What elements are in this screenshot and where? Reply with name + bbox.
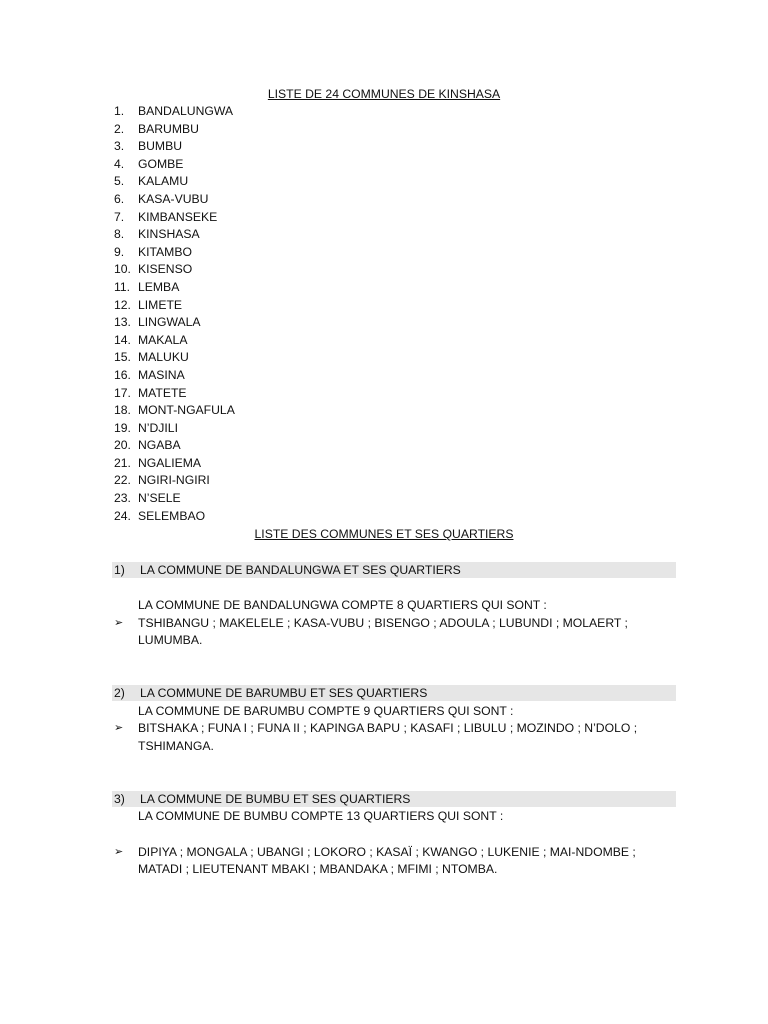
list-item: [114, 191, 235, 209]
commune-name: KINSHASA: [138, 227, 200, 242]
commune-name: MONT-NGAFULA: [138, 403, 235, 418]
list-item: [114, 261, 235, 279]
commune-name: N’DJILI: [138, 420, 178, 435]
section-number: 2): [114, 686, 125, 700]
list-item: [114, 244, 235, 262]
arrowhead-bullet-icon: ➢: [114, 846, 124, 858]
list-number: 11.: [114, 279, 131, 294]
list-item: [114, 279, 235, 297]
list-number: 22.: [114, 473, 131, 488]
section-heading-text: LA COMMUNE DE BARUMBU ET SES QUARTIERS: [140, 686, 428, 700]
list-number: 17.: [114, 385, 131, 400]
list-item: [114, 314, 235, 332]
commune-name: MASINA: [138, 367, 185, 382]
list-item: [114, 490, 235, 508]
list-item: [114, 437, 235, 455]
quartiers-line: LUMUMBA.: [138, 633, 203, 647]
list-item: [114, 173, 235, 191]
list-item: [114, 226, 235, 244]
list-item: [114, 455, 235, 473]
communes-list-title: LISTE DE 24 COMMUNES DE KINSHASA: [267, 87, 501, 101]
commune-name: NGABA: [138, 438, 181, 453]
list-item: [114, 138, 235, 156]
list-number: 3.: [114, 139, 125, 154]
list-number: 21.: [114, 455, 131, 470]
list-number: 1.: [114, 104, 125, 118]
list-item: [114, 156, 235, 174]
commune-name: MAKALA: [138, 332, 188, 347]
list-number: 23.: [114, 491, 131, 506]
section-heading-bumbu: [112, 791, 676, 807]
list-number: 10.: [114, 262, 131, 277]
commune-name: SELEMBAO: [138, 508, 206, 523]
commune-name: BUMBU: [138, 139, 183, 154]
list-number: 6.: [114, 191, 125, 206]
list-item: [114, 103, 235, 121]
list-number: 20.: [114, 438, 131, 453]
commune-name: LEMBA: [138, 279, 180, 294]
list-item: [114, 420, 235, 438]
quartiers-section-title: LISTE DES COMMUNES ET SES QUARTIERS: [254, 527, 514, 541]
list-item: [114, 349, 235, 367]
list-number: 14.: [114, 332, 131, 347]
list-number: 8.: [114, 227, 125, 242]
section-heading-text: LA COMMUNE DE BANDALUNGWA ET SES QUARTIERS: [140, 563, 461, 577]
list-number: 5.: [114, 174, 125, 189]
list-number: 19.: [114, 420, 131, 435]
commune-name: BARUMBU: [138, 121, 199, 136]
commune-name: BANDALUNGWA: [138, 104, 234, 118]
list-number: 24.: [114, 508, 131, 523]
list-item: [114, 209, 235, 227]
section-intro: LA COMMUNE DE BARUMBU COMPTE 9 QUARTIERS QUI SONT :: [138, 704, 514, 718]
commune-name: KIMBANSEKE: [138, 209, 218, 224]
list-item: [114, 332, 235, 350]
section-number: 3): [114, 792, 125, 806]
section-number: 1): [114, 563, 125, 577]
commune-name: GOMBE: [138, 156, 184, 171]
quartiers-line: TSHIBANGU ; MAKELELE ; KASA-VUBU ; BISENGO ; ADOULA ; LUBUNDI ; MOLAERT ;: [138, 616, 628, 630]
list-item: [114, 367, 235, 385]
list-item: [114, 121, 235, 139]
list-item: [114, 508, 235, 526]
commune-name: MALUKU: [138, 350, 189, 365]
section-heading-text: LA COMMUNE DE BUMBU ET SES QUARTIERS: [140, 792, 411, 806]
commune-name: KASA-VUBU: [138, 191, 209, 206]
communes-list: [114, 103, 235, 525]
list-item: [114, 402, 235, 420]
section-heading-barumbu: [112, 685, 676, 701]
list-number: 12.: [114, 297, 131, 312]
list-number: 16.: [114, 367, 131, 382]
list-item: [114, 472, 235, 490]
list-item: [114, 297, 235, 315]
commune-name: LIMETE: [138, 297, 183, 312]
commune-name: NGIRI-NGIRI: [138, 473, 210, 488]
quartiers-line: MATADI ; LIEUTENANT MBAKI ; MBANDAKA ; MFIMI ; NTOMBA.: [138, 862, 498, 876]
list-number: 13.: [114, 315, 131, 330]
section-intro: LA COMMUNE DE BANDALUNGWA COMPTE 8 QUARTIERS QUI SONT :: [138, 598, 547, 612]
commune-name: MATETE: [138, 385, 187, 400]
commune-name: N’SELE: [138, 491, 181, 506]
section-intro: LA COMMUNE DE BUMBU COMPTE 13 QUARTIERS QUI SONT :: [138, 809, 504, 823]
quartiers-line: TSHIMANGA.: [138, 739, 214, 753]
commune-name: LINGWALA: [138, 315, 201, 330]
list-number: 15.: [114, 350, 131, 365]
commune-name: KISENSO: [138, 262, 193, 277]
quartiers-line: DIPIYA ; MONGALA ; UBANGI ; LOKORO ; KASAÏ ; KWANGO ; LUKENIE ; MAI-NDOMBE ;: [138, 845, 636, 859]
arrowhead-bullet-icon: ➢: [114, 617, 124, 629]
commune-name: KITAMBO: [138, 244, 192, 259]
list-number: 9.: [114, 244, 125, 259]
list-number: 2.: [114, 121, 125, 136]
list-item: [114, 385, 235, 403]
commune-name: NGALIEMA: [138, 455, 201, 470]
arrowhead-bullet-icon: ➢: [114, 722, 124, 734]
quartiers-line: BITSHAKA ; FUNA I ; FUNA II ; KAPINGA BAPU ; KASAFI ; LIBULU ; MOZINDO ; N’DOLO ;: [138, 721, 638, 735]
commune-name: KALAMU: [138, 174, 189, 189]
list-number: 4.: [114, 156, 125, 171]
list-number: 18.: [114, 403, 131, 418]
section-heading-bandalungwa: [112, 562, 676, 578]
list-number: 7.: [114, 209, 125, 224]
